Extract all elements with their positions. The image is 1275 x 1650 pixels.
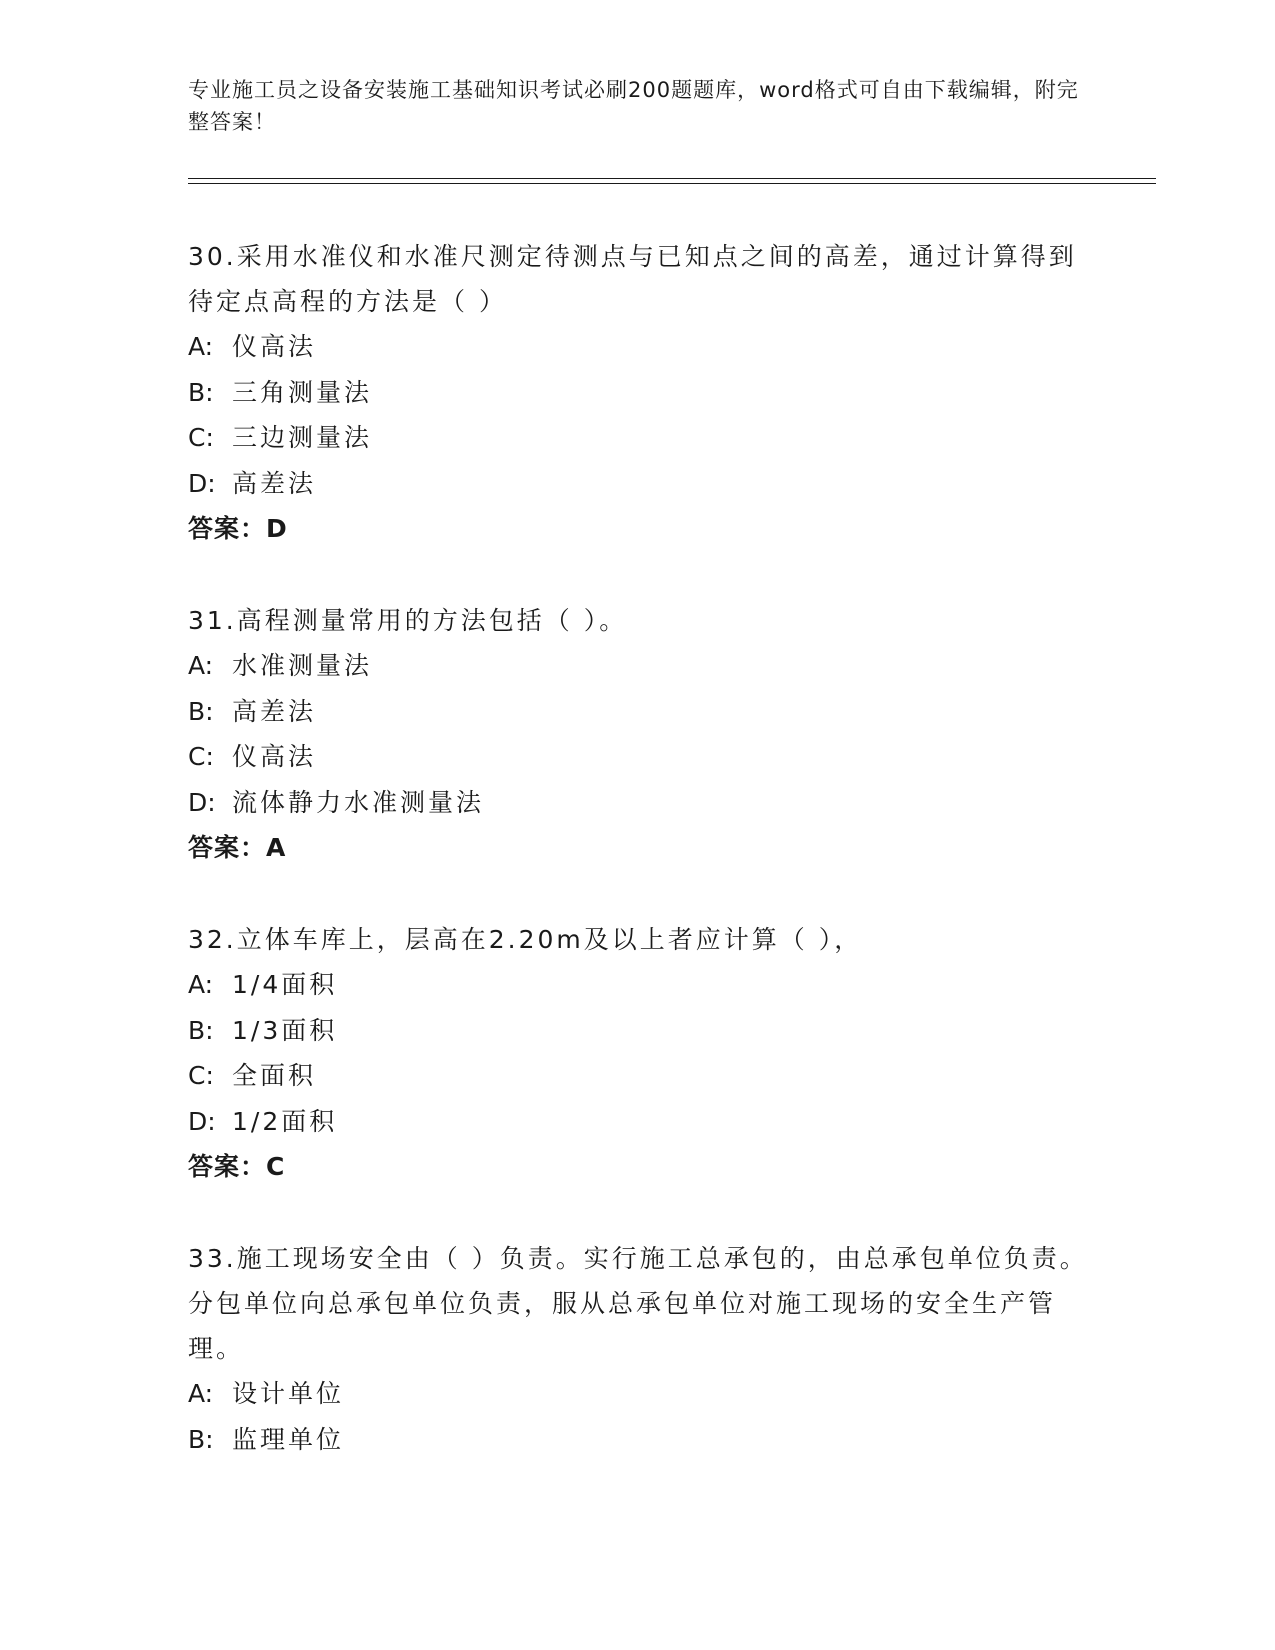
option-b [188,370,1088,416]
option-text: 全面积 [232,1061,317,1090]
option-a [188,962,1088,1008]
question-stem: 33.施工现场安全由（ ）负责。实行施工总承包的，由总承包单位负责。分包单位向总承包单位负责，服从总承包单位对施工现场的安全生产管理。 [188,1244,1088,1363]
answer-label: 答案：C [188,1152,286,1181]
question-stem: 30.采用水准仪和水准尺测定待测点与已知点之间的高差，通过计算得到待定点高程的方法是（ ） [188,242,1077,316]
option-key: B: [188,377,214,407]
question-32 [188,917,1088,1190]
option-key: C: [188,423,214,452]
option-key: A: [188,332,214,361]
option-text: 高差法 [232,696,317,726]
option-text: 设计单位 [232,1379,345,1408]
option-key: B: [188,696,214,726]
answer-label: 答案：A [188,833,287,862]
option-c [188,734,1088,780]
option-key: A: [188,651,214,680]
option-b [188,1417,1088,1463]
question-31 [188,598,1088,871]
option-key: A: [188,1379,214,1408]
option-c [188,415,1088,461]
option-text: 1/3面积 [232,1015,338,1045]
option-key: B: [188,1424,214,1454]
option-text: 1/2面积 [232,1106,338,1136]
option-text: 高差法 [232,468,317,498]
option-d [188,780,1088,826]
question-30 [188,234,1088,552]
option-a [188,324,1088,370]
option-key: C: [188,742,214,771]
option-a [188,643,1088,689]
option-text: 仪高法 [232,332,317,361]
option-text: 水准测量法 [232,651,373,680]
option-text: 流体静力水准测量法 [232,787,485,817]
option-a [188,1371,1088,1417]
option-c [188,1053,1088,1099]
option-key: B: [188,1015,214,1045]
option-text: 仪高法 [232,742,317,771]
option-key: D: [188,787,216,817]
option-d [188,1099,1088,1145]
question-stem: 32.立体车库上，层高在2.20m及以上者应计算（ ）， [188,925,863,954]
question-33 [188,1236,1088,1462]
option-text: 监理单位 [232,1424,345,1454]
header-divider-double [188,183,1156,184]
option-d [188,461,1088,507]
document-header: 专业施工员之设备安装施工基础知识考试必刷200题题库，word格式可自由下载编辑，附完整答案！ [188,78,1079,134]
option-text: 三边测量法 [232,423,373,452]
option-text: 三角测量法 [232,377,373,407]
option-key: D: [188,468,216,498]
option-key: C: [188,1061,214,1090]
answer-label: 答案：D [188,514,288,543]
option-b [188,689,1088,735]
option-b [188,1008,1088,1054]
option-key: D: [188,1106,216,1136]
option-text: 1/4面积 [232,970,338,999]
option-key: A: [188,970,214,999]
question-stem: 31.高程测量常用的方法包括（ ）。 [188,606,628,635]
header-divider [188,178,1156,179]
